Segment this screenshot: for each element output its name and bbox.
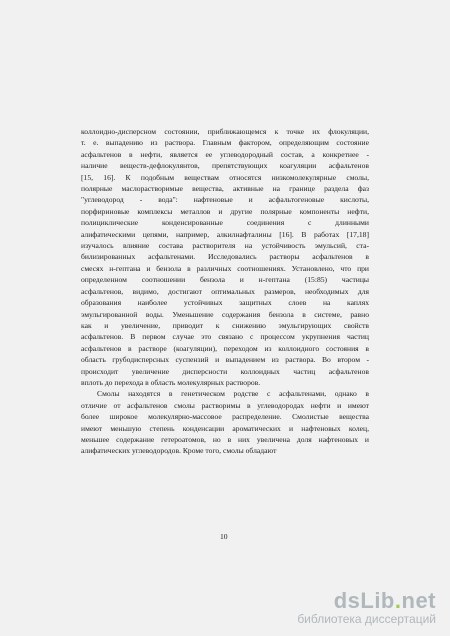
text-line: асфальтенов в растворе (коагуляции), переходом из коллоидного состояния в	[81, 343, 369, 353]
text-line: наличие веществ-дефлокулянтов, препятствующих коагуляции асфальтенов	[81, 161, 369, 171]
text-line: асфальтенов, видимо, достигают оптимальных размеров, необходимых для	[81, 286, 369, 296]
text-line: определенном соотношении бензола и н-гептана (15:85) частицы	[81, 275, 369, 285]
text-line: имеют меньшую степень конденсации ароматических и нафтеновых колец,	[81, 423, 369, 433]
text-line: как и увеличение, приводит к снижению эмульгирующих свойств	[81, 320, 369, 330]
text-line: полициклические конденсированные соединения с длинными	[81, 218, 369, 228]
text-line: т. е. выпадению из раствора. Главным фактором, определяющим состояние	[81, 138, 369, 148]
text-line: более широкое молекулярно-массовое распределение. Смолистые вещества	[81, 412, 369, 422]
watermark-logo-dot: .	[394, 588, 402, 613]
text-line: алифатическими цепями, например, алкилнафталины [16]. В работах [17,18]	[81, 229, 369, 239]
watermark-logo-prefix: dsLib	[333, 588, 395, 613]
text-line: алифатических углеводородов. Кроме того, смолы обладают	[81, 446, 277, 456]
text-line: Смолы находятся в генетическом родстве с асфальтенами, однако в	[97, 389, 369, 399]
text-line: асфальтенов в нефти, является ее углеводородный состав, а конкретнее -	[81, 149, 369, 159]
watermark-logo	[334, 588, 436, 614]
text-line: эмульгированной воды. Уменьшение содержания бензола в системе, равно	[81, 309, 369, 319]
paragraph-1	[81, 126, 369, 388]
text-line: билизированных асфальтенами. Исследовались растворы асфальтенов в	[81, 252, 369, 262]
text-line: изучалось влияние состава растворителя на устойчивость эмульсий, ста-	[81, 241, 369, 251]
watermark-subtitle: библиотека диссертаций	[297, 612, 436, 626]
text-line: меньшее содержание гетероатомов, но в них увеличена доля нафтеновых и	[81, 434, 369, 444]
text-line: [15, 16]. К подобным веществам относятся низкомолекулярные смолы,	[81, 172, 369, 182]
body-text	[81, 126, 369, 457]
text-line: коллоидно-дисперсном состоянии, приближающемся к точке их флокуляции,	[81, 127, 369, 136]
paragraph-2	[81, 388, 369, 456]
page-number: 10	[220, 532, 228, 541]
text-line: образования наиболее устойчивых защитных слоев на каплях	[81, 298, 369, 308]
watermark	[296, 588, 436, 628]
text-line: отличие от асфальтенов смолы растворимы в углеводородах нефти и имеют	[81, 400, 369, 410]
text-line: область грубодисперсных суспензий и выпадением из раствора. Во втором -	[81, 355, 369, 365]
text-line: смесях н-гептана и бензола в различных соотношениях. Установлено, что при	[81, 263, 369, 273]
text-line: происходит увеличение дисперсности коллоидных частиц асфальтенов	[81, 366, 369, 376]
text-line: "углеводород - вода": нафтеновые и асфальтогеновые кислоты,	[81, 195, 369, 205]
text-line: вплоть до перехода в область молекулярных растворов.	[81, 377, 261, 387]
watermark-logo-suffix: net	[401, 588, 436, 613]
text-line: асфальтенов. В первом случае это связано с процессом укрупнения частиц	[81, 332, 369, 342]
text-line: порфириновые комплексы металлов и другие полярные компоненты нефти,	[81, 206, 369, 216]
text-line: полярные маслорастворимые вещества, активные на границе раздела фаз	[81, 184, 369, 194]
